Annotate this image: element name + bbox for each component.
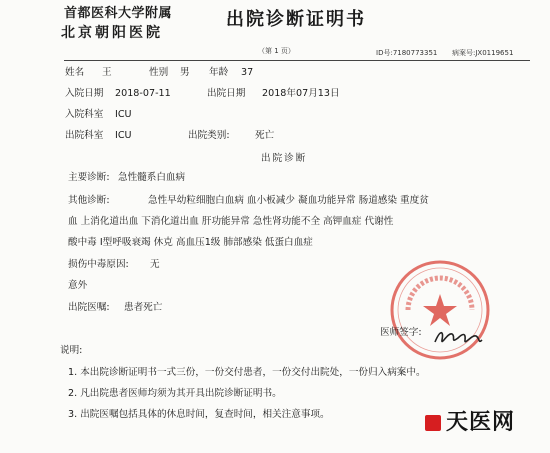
injury-cause-extra: 意外 [68, 280, 88, 291]
injury-cause-value: 无 [150, 259, 160, 270]
hospital-name-line2: 北京朝阳医院 [61, 25, 163, 41]
sex-label: 性别 [149, 67, 169, 78]
discharge-advice-label: 出院医嘱: [68, 302, 110, 313]
note-item-3: 3. 出院医嘱包括具体的休息时间，复查时间，相关注意事项。 [68, 409, 330, 420]
admit-dept-label: 入院科室 [65, 109, 104, 120]
discharge-date-label: 出院日期 [207, 88, 246, 99]
id-number: ID号:7180773351 [376, 49, 438, 57]
other-diagnosis-line1: 急性早幼粒细胞白血病 血小板减少 凝血功能异常 肠道感染 重度贫 [148, 195, 429, 206]
header-divider [64, 60, 530, 61]
discharge-type-label: 出院类别: [188, 130, 230, 141]
discharge-type-value: 死亡 [255, 130, 275, 141]
admit-date-value: 2018-07-11 [115, 88, 171, 99]
doctor-signature-label: 医师签字: [380, 327, 422, 338]
main-diagnosis-label: 主要诊断: [68, 172, 110, 183]
note-item-1: 1. 本出院诊断证明书一式三份，一份交付患者，一份交付出院处，一份归入病案中。 [68, 367, 426, 378]
case-number: 病案号:JX0119651 [452, 49, 514, 57]
hospital-name-line1: 首都医科大学附属 [64, 6, 173, 21]
admit-dept-value: ICU [115, 109, 132, 120]
main-diagnosis-value: 急性髓系白血病 [118, 172, 186, 183]
injury-cause-label: 损伤中毒原因: [68, 259, 129, 270]
age-label: 年龄 [209, 67, 229, 78]
admit-date-label: 入院日期 [65, 88, 104, 99]
discharge-date-value: 2018年07月13日 [262, 88, 340, 99]
other-diagnosis-label: 其他诊断: [68, 195, 110, 206]
sex-value: 男 [180, 67, 190, 78]
name-value: 王 [102, 67, 112, 78]
watermark-logo-icon [425, 415, 441, 431]
note-item-2: 2. 凡出院患者医师均须为其开具出院诊断证明书。 [68, 388, 282, 399]
age-value: 37 [241, 67, 254, 78]
notes-heading: 说明: [60, 345, 83, 356]
discharge-dept-label: 出院科室 [65, 130, 104, 141]
diagnosis-section-title: 出院诊断 [261, 153, 308, 164]
doctor-signature [432, 326, 484, 348]
other-diagnosis-line2: 血 上消化道出血 下消化道出血 肝功能异常 急性肾功能不全 高钾血症 代谢性 [68, 216, 394, 227]
document-title: 出院诊断证明书 [226, 9, 366, 30]
watermark-text: 天医网 [446, 410, 516, 435]
discharge-dept-value: ICU [115, 130, 132, 141]
discharge-advice-value: 患者死亡 [124, 302, 163, 313]
name-label: 姓名 [65, 67, 85, 78]
other-diagnosis-line3: 酸中毒 I型呼吸衰竭 休克 高血压1级 肺部感染 低蛋白血症 [68, 237, 313, 248]
page-number: （第 1 页） [258, 47, 295, 55]
